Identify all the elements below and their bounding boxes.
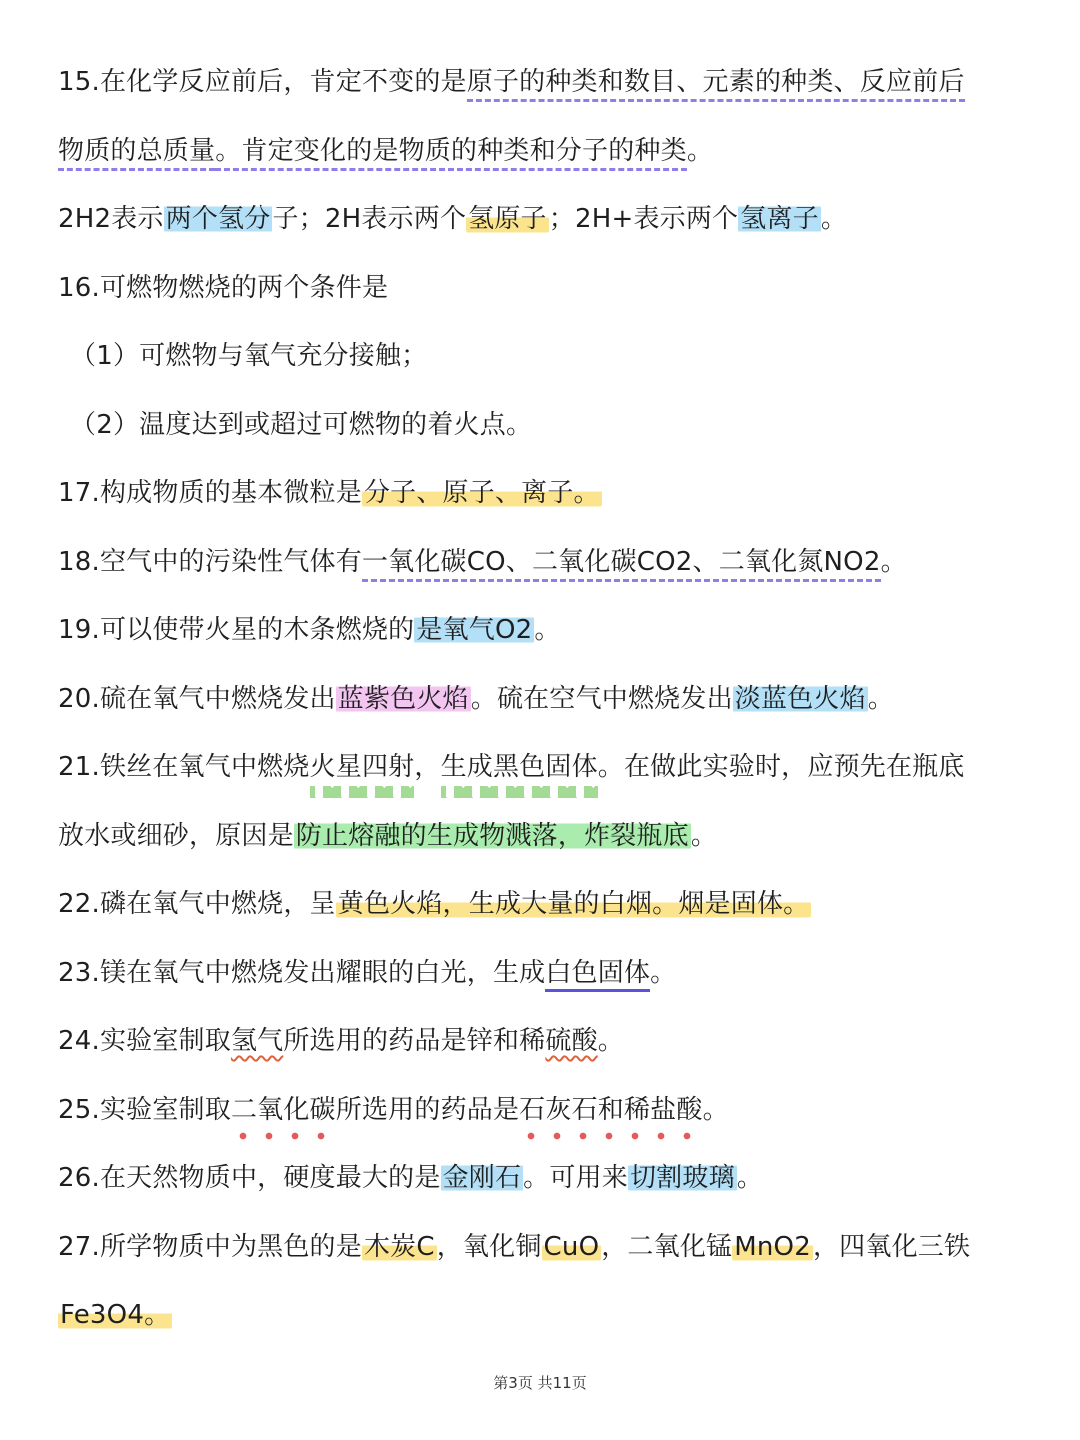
yellow-highlight: 氢原子 [468,204,547,234]
text: 16.可燃物燃烧的两个条件是 [58,272,389,303]
text: ，四氧化三铁 [812,1231,971,1262]
yellow-highlight: 分子、原子、离子。 [363,478,600,508]
text: 17.构成物质的基本微粒是 [58,478,362,508]
line-17 [58,459,1033,528]
text: （1）可燃物与氧气充分接触； [70,341,428,371]
yellow-highlight: 黄色火焰，生成大量的白烟。烟是固体。 [337,889,810,919]
text: 。硫在空气中燃烧发出 [470,683,733,714]
dot-mark-text: 石灰石和稀盐酸 [519,1076,702,1145]
text: 。 [534,615,561,645]
line-26 [58,1144,1033,1213]
blue-highlight: 金刚石 [442,1163,522,1193]
line-15b [58,117,1033,186]
dashed-underline-text: 物质的总质量 [58,136,215,171]
line-25 [58,1076,1033,1145]
text: 22.磷在氧气中燃烧，呈 [58,889,336,919]
blue-highlight: 是氧气O2 [416,615,533,645]
text: ；2H+表示两个 [548,204,739,234]
line-2h [58,185,1033,254]
dashed-underline-text: 原子的种类和数目、元素的种类、反应前后 [467,67,965,102]
line-27a [58,1213,1033,1282]
dashed-underline-text: 。肯定变化的是物质的种类和分子的种类 [215,136,687,171]
text: 。 [880,546,907,577]
page-number: 第3页 共11页 [493,1374,587,1392]
yellow-highlight: 木炭C [363,1231,435,1262]
text: 。 [686,135,714,166]
text: 15.在化学反应前后，肯定不变的是 [58,67,467,97]
text: 所选用的药品是 [335,1094,520,1125]
line-16-1 [58,322,1033,391]
line-20 [58,665,1033,734]
text: 。 [820,204,848,234]
line-19 [58,596,1033,665]
text: 。 [736,1163,763,1193]
text: 。 [867,683,894,714]
line-16 [58,254,1033,323]
yellow-highlight: Fe3O4。 [60,1300,171,1330]
text: 25.实验室制取 [58,1094,231,1125]
triangle-mark-text: 火星四射 [310,733,415,802]
text: 19.可以使带火星的木条燃烧的 [58,615,415,645]
text: 18.空气中的污染性气体有 [58,546,362,577]
text: 。可用来 [523,1163,628,1193]
green-highlight: 防止熔融的生成物溅落，炸裂瓶底 [295,820,689,851]
text: 27.所学物质中为黑色的是 [58,1231,362,1262]
solid-underline-text: 白色固体 [545,958,650,992]
text: 子；2H表示两个 [272,204,467,234]
line-24 [58,1007,1033,1076]
text: 。 [597,1026,624,1056]
text: ，氧化铜 [436,1231,542,1262]
wavy-underline-text: 氢气 [230,1026,284,1056]
text: 所选用的药品是锌和稀 [283,1026,546,1056]
text: 放水或细砂，原因是 [58,820,294,851]
text: 23.镁在氧气中燃烧发出耀眼的白光，生成 [58,957,546,988]
blue-highlight: 淡蓝色火焰 [734,683,866,714]
text: 。 [702,1094,729,1125]
line-15a [58,48,1033,117]
text: ， [414,752,441,782]
yellow-highlight: CuO [543,1231,600,1262]
pink-highlight: 蓝紫色火焰 [337,683,469,714]
line-18 [58,528,1033,597]
document-body [58,48,1033,1350]
line-21b [58,802,1033,871]
text: 24.实验室制取 [58,1026,231,1056]
text: ，二氧化锰 [601,1231,733,1262]
text: 。在做此实验时，应预先在瓶底 [597,752,965,782]
wavy-underline-text: 硫酸 [545,1026,598,1056]
dot-mark-text: 二氧化碳 [231,1076,336,1145]
yellow-highlight: MnO2 [734,1231,811,1262]
text: 2H2表示 [58,204,164,234]
dashed-underline-text: 一氧化碳CO、二氧化碳CO2、二氧化氮NO2 [362,547,881,582]
text: 。 [690,820,718,851]
text: （2）温度达到或超过可燃物的着火点。 [70,409,533,440]
line-23 [58,939,1033,1008]
blue-highlight: 氢离子 [740,204,819,234]
text: 26.在天然物质中，硬度最大的是 [58,1163,441,1193]
text: 20.硫在氧气中燃烧发出 [58,683,336,714]
line-16-2 [58,391,1033,460]
blue-highlight: 两个氢分 [165,204,271,234]
line-21a [58,733,1033,802]
line-27b [58,1281,1033,1350]
triangle-mark-text: 生成黑色固体 [441,733,598,802]
line-22 [58,870,1033,939]
text: 21.铁丝在氧气中燃烧 [58,752,310,782]
text: 。 [650,957,677,988]
blue-highlight: 切割玻璃 [629,1163,735,1193]
